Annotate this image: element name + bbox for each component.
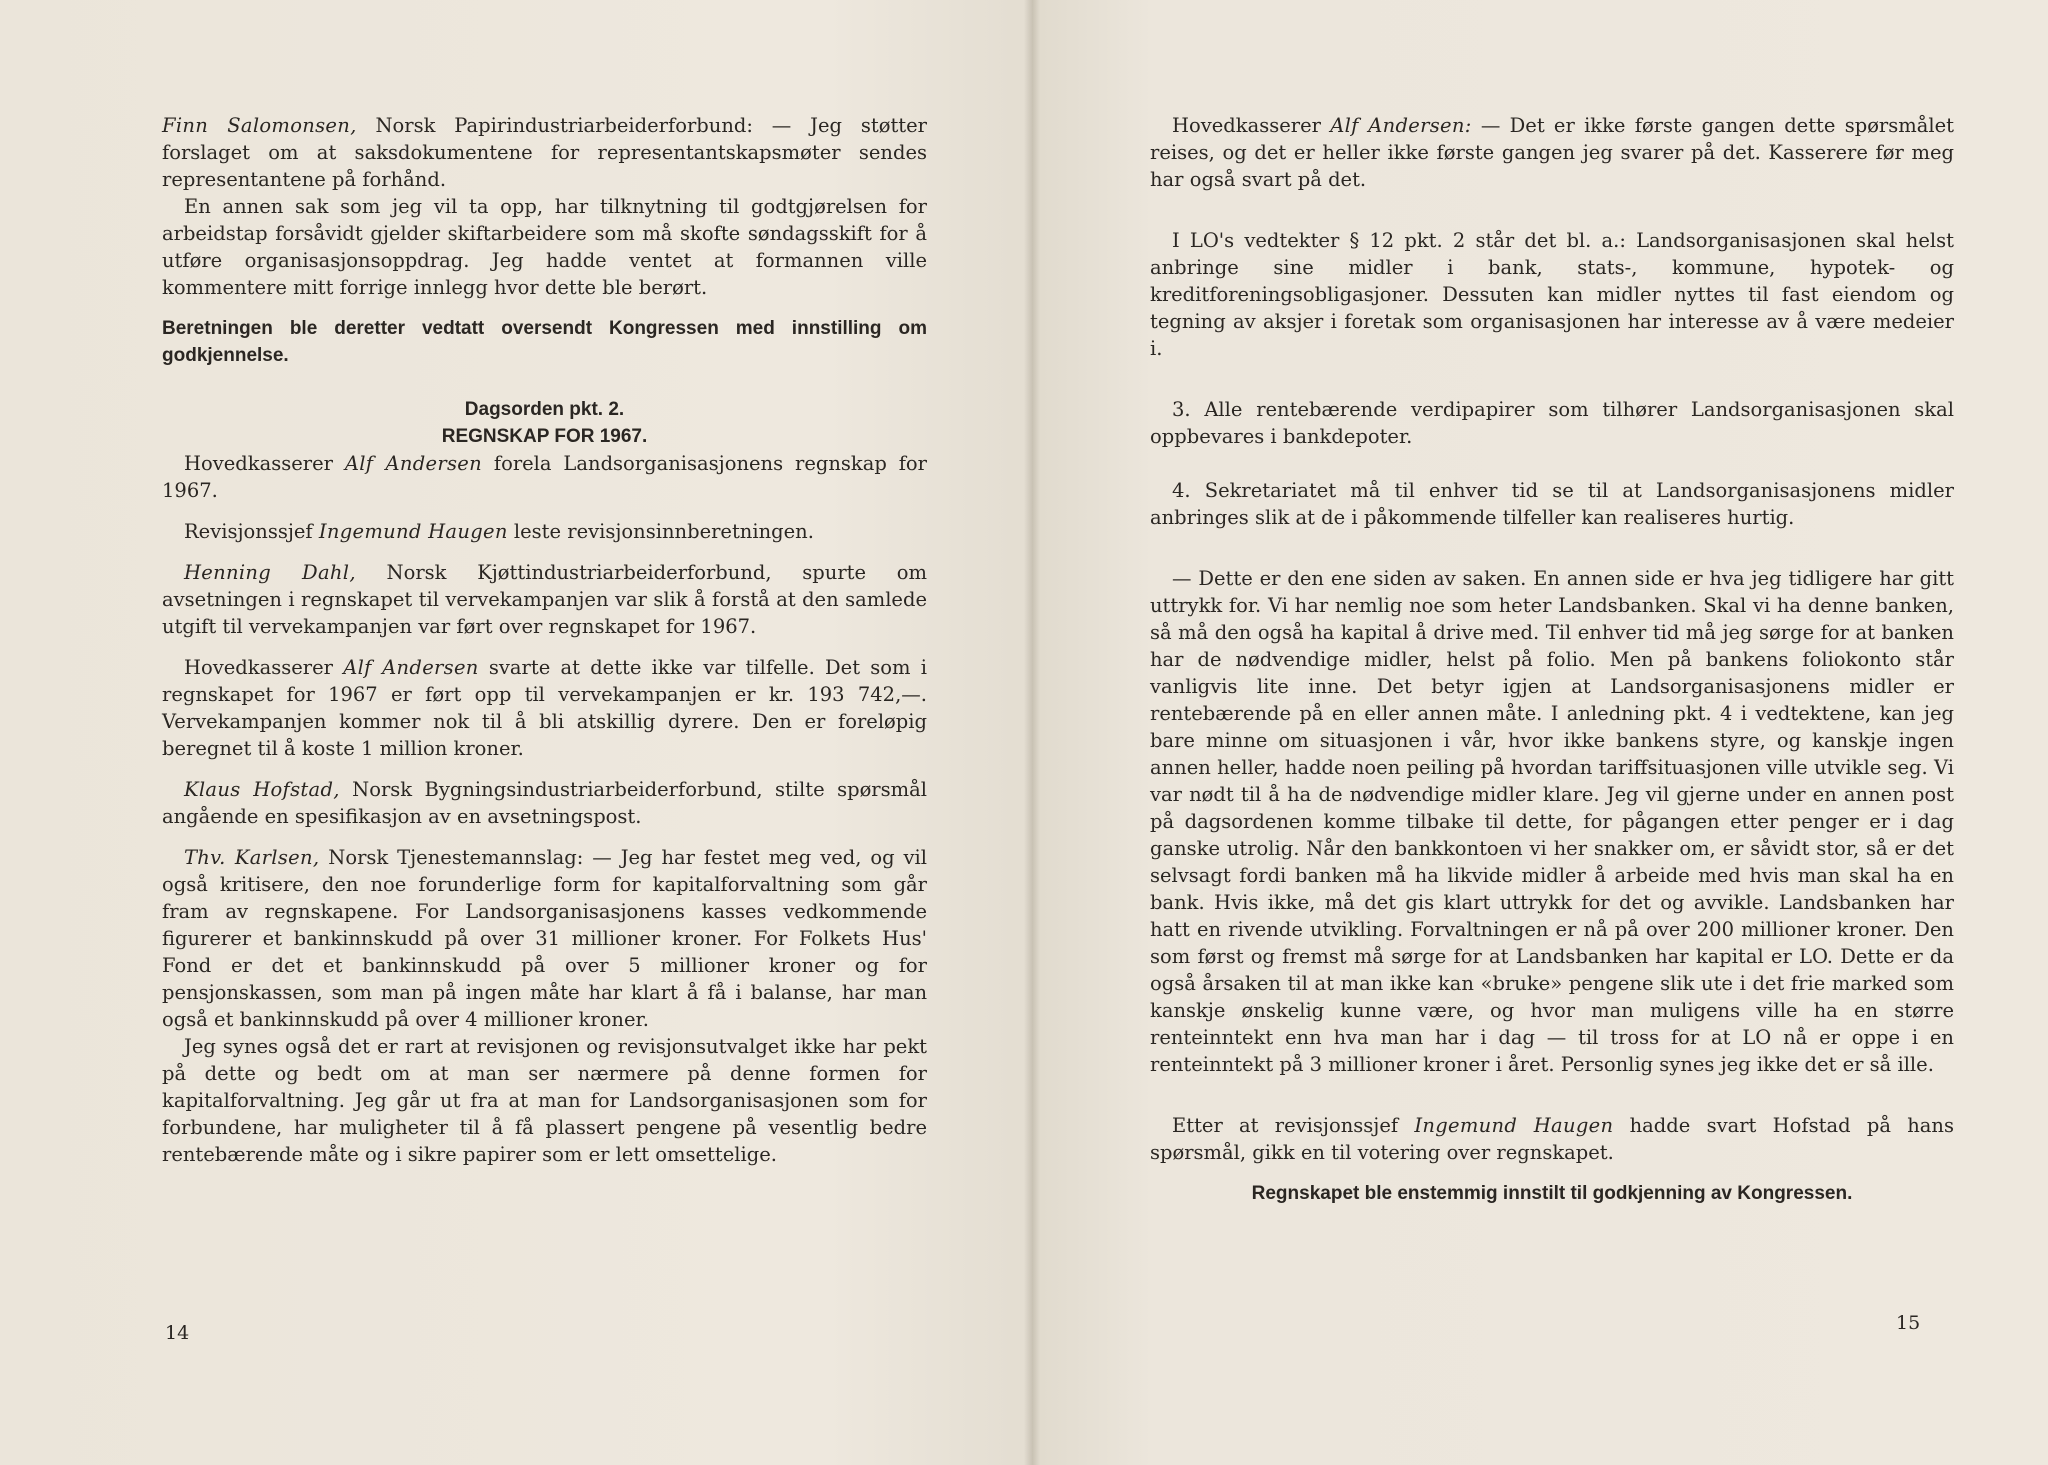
- speaker-name: Alf Andersen: [344, 452, 482, 475]
- paragraph-kapitalforvaltning: Jeg synes også det er rart at revisjonen og revisjonsutvalget ikke har pekt på dette og bedt om at man ser nærmere på denne formen for kapitalforvaltning. Jeg går ut fra at man for Landsorganisasjonen som for forbundene, har muligheter til å få plassert pengene på vesentlig bedre rentebærende måte og i sikre papirer som er lett omsettelige.: [162, 1035, 927, 1166]
- paragraph-skiftarbeidere: En annen sak som jeg vil ta opp, har tilknytning til godtgjørelsen for arbeidstap forsåvidt gjelder skiftarbeidere som må skofte søndagsskift for å utføre organisasjonsoppdrag. Jeg hadde ventet at formannen ville kommentere mitt forrige innlegg hvor dette ble berørt.: [162, 195, 927, 299]
- resolution-regnskapet: Regnskapet ble enstemmig innstilt til godkjenning av Kongressen.: [1251, 1183, 1853, 1204]
- paragraph-text: Norsk Tjenestemannslag: — Jeg har festet meg ved, og vil også kritisere, den noe forunderlige form for kapitalforvaltning som går fram av regnskapene. For Landsorganisasjonens kasses vedkommende figurerer et bankinnskudd på over 31 millioner kroner. For Folkets Hus' Fond er det et bankinnskudd på over 5 millioner kroner og for pensjonskassen, som man på ingen måte har klart å få i balanse, har man også et bankinnskudd på over 4 millioner kroner.: [162, 846, 927, 1031]
- speaker-name: Henning Dahl,: [184, 561, 356, 584]
- paragraph-votering: [1150, 1112, 1954, 1166]
- paragraph-text: Hovedkasserer: [184, 452, 345, 475]
- paragraph-revisjon: [162, 518, 927, 545]
- page-number-left: 14: [165, 1322, 190, 1344]
- speaker-name: Ingemund Haugen: [318, 520, 508, 543]
- speaker-name: Alf Andersen:: [1330, 114, 1472, 137]
- speaker-name: Finn Salomonsen,: [162, 114, 357, 137]
- agenda-title: REGNSKAP FOR 1967.: [441, 426, 648, 447]
- right-page: [1032, 0, 2048, 1465]
- paragraph-vedtekter: I LO's vedtekter § 12 pkt. 2 står det bl. a.: Landsorganisasjonen skal helst anbringe sine midler i bank, stats-, kommune, hypotek- og kreditforeningsobligasjoner. Dessuten kan midler nyttes til fast eiendom og tegning av aksjer i foretak som organisasjonen har interesse av å være medeier i.: [1150, 229, 1954, 360]
- paragraph-text: Etter at revisjonssjef: [1172, 1114, 1415, 1137]
- resolution-beretningen: Beretningen ble deretter vedtatt oversendt Kongressen med innstilling om godkjennelse.: [162, 318, 927, 366]
- speaker-name: Ingemund Haugen: [1414, 1114, 1614, 1137]
- speaker-name: Thv. Karlsen,: [184, 846, 320, 869]
- speaker-name: Alf Andersen: [343, 656, 479, 679]
- page-number-right: 15: [1896, 1312, 1921, 1334]
- paragraph-text: svarte at dette ikke var tilfelle. Det som i regnskapet for 1967 er ført opp til vervekampanjen er kr. 193 742,—. Vervekampanjen kommer nok til å bli atskillig dyrere. Den er foreløpig beregnet til å koste 1 million kroner.: [162, 656, 927, 760]
- paragraph-andersen-svar: [162, 654, 927, 762]
- paragraph-pkt-3: 3. Alle rentebærende verdipapirer som tilhører Landsorganisasjonen skal oppbevares i bankdepoter.: [1150, 398, 1954, 448]
- paragraph-text: Hovedkasserer: [184, 656, 344, 679]
- paragraph-text: — Det er ikke første gangen dette spørsmålet reises, og det er heller ikke første gangen jeg svarer på det. Kasserere før meg har også svart på det.: [1150, 114, 1954, 191]
- paragraph-text: hadde svart Hofstad på hans spørsmål, gikk en til votering over regnskapet.: [1150, 1114, 1954, 1164]
- book-gutter: [1024, 0, 1040, 1465]
- paragraph-dahl: [162, 559, 927, 640]
- paragraph-salomonsen: [162, 112, 927, 193]
- paragraph-text: forela Landsorganisasjonens regnskap for 1967.: [162, 452, 927, 502]
- paragraph-forela: [162, 450, 927, 504]
- paragraph-text: Norsk Bygningsindustriarbeiderforbund, stilte spørsmål angående en spesifikasjon av en avsetningspost.: [162, 778, 927, 828]
- paragraph-andersen-svar-2: [1150, 112, 1954, 193]
- right-text-column: [1150, 112, 1954, 1207]
- paragraph-text: Hovedkasserer: [1172, 114, 1331, 137]
- paragraph-text: leste revisjonsinnberetningen.: [507, 520, 814, 543]
- paragraph-landsbanken: — Dette er den ene siden av saken. En annen side er hva jeg tidligere har gitt uttrykk for. Vi har nemlig noe som heter Landsbanken. Skal vi ha denne banken, så må den også ha kapital å drive med. Til enhver tid må jeg sørge for at banken har de nødvendige midler, helst på folio. Men på bankens foliokonto står vanligvis lite inne. Det betyr igjen at Landsorganisasjonens midler er rentebærende på en eller annen måte. I anledning pkt. 4 i vedtektene, kan jeg bare minne om situasjonen i vår, hvor ikke bankens styre, og kanskje ingen annen heller, hadde noen peiling på hvordan tariffsituasjonen ville utvikle seg. Vi var nødt til å ha de nødvendige midler klare. Jeg vil gjerne under en annen post på dagsordenen komme tilbake til dette, for pågangen etter penger er i dag ganske utrolig. Når den bankkontoen vi her snakker om, er såvidt stor, så er det selvsagt fordi banken må ha likvide midler å arbeide med hvis man skal ha en bank. Hvis ikke, må det gis klart uttrykk for det og avvikle. Landsbanken har hatt en rivende utvikling. Forvaltningen er nå på over 200 millioner kroner. Den som først og fremst må sørge for at Landsbanken har kapital er LO. Dette er da også årsaken til at man ikke kan «bruke» pengene slik ute i det frie marked som kanskje ønskelig kunne være, og hvor man muligens ville ha en større renteinntekt enn hva man har i dag — til tross for at LO nå er oppe i en renteinntekt på 3 millioner kroner i året. Personlig synes jeg ikke det er så ille.: [1150, 567, 1954, 1076]
- left-text-column: [162, 112, 927, 1168]
- paragraph-text: Norsk Papirindustriarbeiderforbund: — Jeg støtter forslaget om at saksdokumentene for representantskapsmøter sendes representantene på forhånd.: [162, 114, 927, 191]
- paragraph-hofstad: [162, 776, 927, 830]
- paragraph-text: Revisjonssjef: [184, 520, 319, 543]
- paragraph-karlsen: [162, 844, 927, 1033]
- paragraph-text: Norsk Kjøttindustriarbeiderforbund, spurte om avsetningen i regnskapet til vervekampanjen var slik å forstå at den samlede utgift til vervekampanjen var ført over regnskapet for 1967.: [162, 561, 927, 638]
- speaker-name: Klaus Hofstad,: [184, 778, 340, 801]
- agenda-item: Dagsorden pkt. 2.: [464, 399, 625, 420]
- paragraph-pkt-4: 4. Sekretariatet må til enhver tid se til at Landsorganisasjonens midler anbringes slik at de i påkommende tilfeller kan realiseres hurtig.: [1150, 479, 1954, 529]
